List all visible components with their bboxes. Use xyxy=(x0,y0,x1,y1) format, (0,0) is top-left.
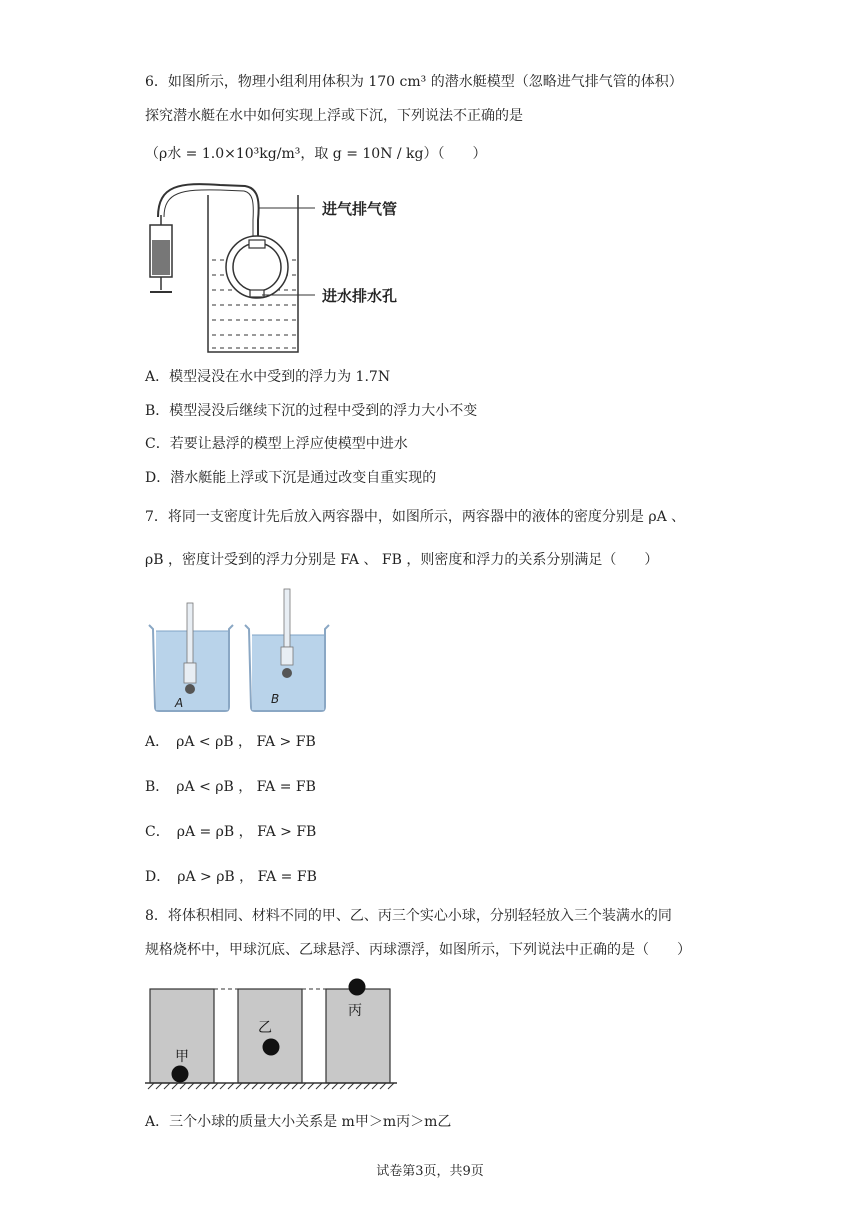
label-jia: 甲 xyxy=(175,1049,189,1065)
q6-figure-submarine-model xyxy=(140,180,440,360)
label-bing: 丙 xyxy=(348,1003,362,1019)
q6-option-a[interactable]: A．模型浸没在水中受到的浮力为 1.7N xyxy=(145,369,391,385)
q6-option-b[interactable]: B．模型浸没后继续下沉的过程中受到的浮力大小不变 xyxy=(145,403,478,419)
q6-stem-line-1: 6．如图所示，物理小组利用体积为 170 cm³ 的潜水艇模型（忽略进气排气管的体积） xyxy=(145,74,683,90)
q8-option-a[interactable]: A．三个小球的质量大小关系是 m甲＞m丙＞m乙 xyxy=(145,1114,452,1130)
q6-stem-line-3: （ρ水 = 1.0×10³kg/m³，取 g = 10N / kg）（ ） xyxy=(145,146,487,162)
q6-option-d[interactable]: D．潜水艇能上浮或下沉是通过改变自重实现的 xyxy=(145,470,437,486)
q7-label-a: A xyxy=(175,696,184,710)
q6-label-tube: 进气排气管 xyxy=(322,200,398,218)
q7-stem-line-1: 7．将同一支密度计先后放入两容器中，如图所示，两容器中的液体的密度分别是 ρA 、 xyxy=(145,509,686,525)
q6-option-c[interactable]: C．若要让悬浮的模型上浮应使模型中进水 xyxy=(145,436,408,452)
ball-yi xyxy=(263,1039,280,1056)
q7-option-d[interactable]: D． ρA > ρB ， FA = FB xyxy=(145,869,317,885)
ball-bing xyxy=(349,979,366,996)
q7-figure-hydrometers xyxy=(145,585,335,715)
ball-jia xyxy=(172,1066,189,1083)
page-footer: 试卷第3页，共9页 xyxy=(376,1164,484,1179)
q6-stem-line-2: 探究潜水艇在水中如何实现上浮或下沉，下列说法不正确的是 xyxy=(145,108,523,124)
q7-option-b[interactable]: B． ρA < ρB ， FA = FB xyxy=(145,779,316,795)
q7-option-a[interactable]: A． ρA < ρB ， FA > FB xyxy=(145,734,316,750)
label-yi: 乙 xyxy=(258,1020,272,1036)
q8-figure-three-balls xyxy=(140,975,405,1095)
q8-stem-line-2: 规格烧杯中，甲球沉底、乙球悬浮、丙球漂浮，如图所示，下列说法中正确的是（ ） xyxy=(145,942,691,958)
q7-label-b: B xyxy=(271,692,280,706)
q7-option-c[interactable]: C． ρA = ρB ， FA > FB xyxy=(145,824,317,840)
q8-stem-line-1: 8．将体积相同、材料不同的甲、乙、丙三个实心小球，分别轻轻放入三个装满水的同 xyxy=(145,908,672,924)
q6-label-hole: 进水排水孔 xyxy=(322,287,398,305)
q7-stem-line-2: ρB ，密度计受到的浮力分别是 FA 、 FB ，则密度和浮力的关系分别满足（ ） xyxy=(145,552,659,568)
